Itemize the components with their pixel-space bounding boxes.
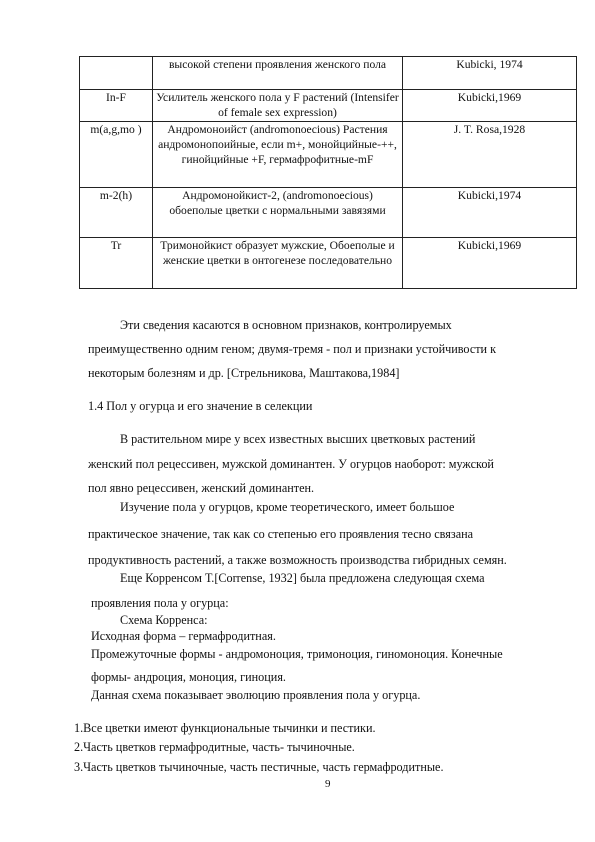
gene-cell	[80, 57, 153, 90]
paragraph-line: Изучение пола у огурцов, кроме теоретического, имеет большое	[120, 500, 455, 514]
description-cell: Тримонойкист образует мужские, Обоеполые и женские цветки в онтогенезе последовательно	[153, 238, 403, 289]
list-item: 2.Часть цветков гермафродитные, часть- тычиночные.	[74, 740, 355, 754]
paragraph-line: Эти сведения касаются в основном признаков, контролируемых	[120, 318, 452, 332]
description-cell: Усилитель женского пола у F растений (Intensifer of female sex expression)	[153, 90, 403, 122]
list-item: 1.Все цветки имеют функциональные тычинки и пестики.	[74, 721, 376, 735]
table-row	[80, 188, 577, 238]
table-row	[80, 122, 577, 188]
paragraph-line: пол явно рецессивен, женский доминантен.	[88, 481, 315, 495]
paragraph-line: В растительном мире у всех известных высших цветковых растений	[120, 432, 476, 446]
list-item: 3.Часть цветков тычиночные, часть пестичные, часть гермафродитные.	[74, 760, 444, 774]
scheme-line: Данная схема показывает эволюцию проявления пола у огурца.	[91, 688, 421, 702]
genes-table	[79, 56, 577, 289]
description-cell: высокой степени проявления женского пола	[153, 57, 403, 90]
reference-cell: Kubicki,1969	[403, 90, 577, 122]
paragraph-line: Еще Корренсом Т.[Corrense, 1932] была предложена следующая схема	[120, 571, 485, 585]
paragraph-line: преимущественно одним геном; двумя-тремя - пол и признаки устойчивости к	[88, 342, 497, 356]
table-row	[80, 90, 577, 122]
description-cell: Андромонойкист-2, (andromonoecious) обоеполые цветки с нормальными завязями	[153, 188, 403, 238]
gene-cell: In-F	[80, 90, 153, 122]
section-heading: 1.4 Пол у огурца и его значение в селекции	[88, 399, 313, 413]
gene-cell: m-2(h)	[80, 188, 153, 238]
page-number: 9	[325, 778, 331, 790]
table-row	[80, 238, 577, 289]
reference-cell: Kubicki, 1974	[403, 57, 577, 90]
paragraph-line: женский пол рецессивен, мужской доминантен. У огурцов наоборот: мужской	[88, 457, 494, 471]
reference-cell: Kubicki,1969	[403, 238, 577, 289]
gene-cell: Tr	[80, 238, 153, 289]
scheme-line: формы- андроция, моноция, гиноция.	[91, 670, 286, 684]
reference-cell: Kubicki,1974	[403, 188, 577, 238]
table-row	[80, 57, 577, 90]
reference-cell: J. T. Rosa,1928	[403, 122, 577, 188]
paragraph-line: проявления пола у огурца:	[91, 596, 229, 610]
paragraph-line: некоторым болезням и др. [Стрельникова, Маштакова,1984]	[88, 366, 400, 380]
scheme-line: Промежуточные формы - андромоноция, тримоноция, гиномоноция. Конечные	[91, 647, 503, 661]
gene-cell: m(a,g,mo )	[80, 122, 153, 188]
description-cell: Андромоноийст (andromonoecious) Растения андромонопоийные, если m+, монойцийные-++, гинойцийные +F, гермафрофитные-mF	[153, 122, 403, 188]
paragraph-line: практическое значение, так как со степенью его проявления тесно связана	[88, 527, 474, 541]
scheme-title: Схема Корренса:	[120, 613, 208, 627]
scheme-line: Исходная форма – гермафродитная.	[91, 629, 276, 643]
paragraph-line: продуктивность растений, а также возможность производства гибридных семян.	[88, 553, 507, 567]
